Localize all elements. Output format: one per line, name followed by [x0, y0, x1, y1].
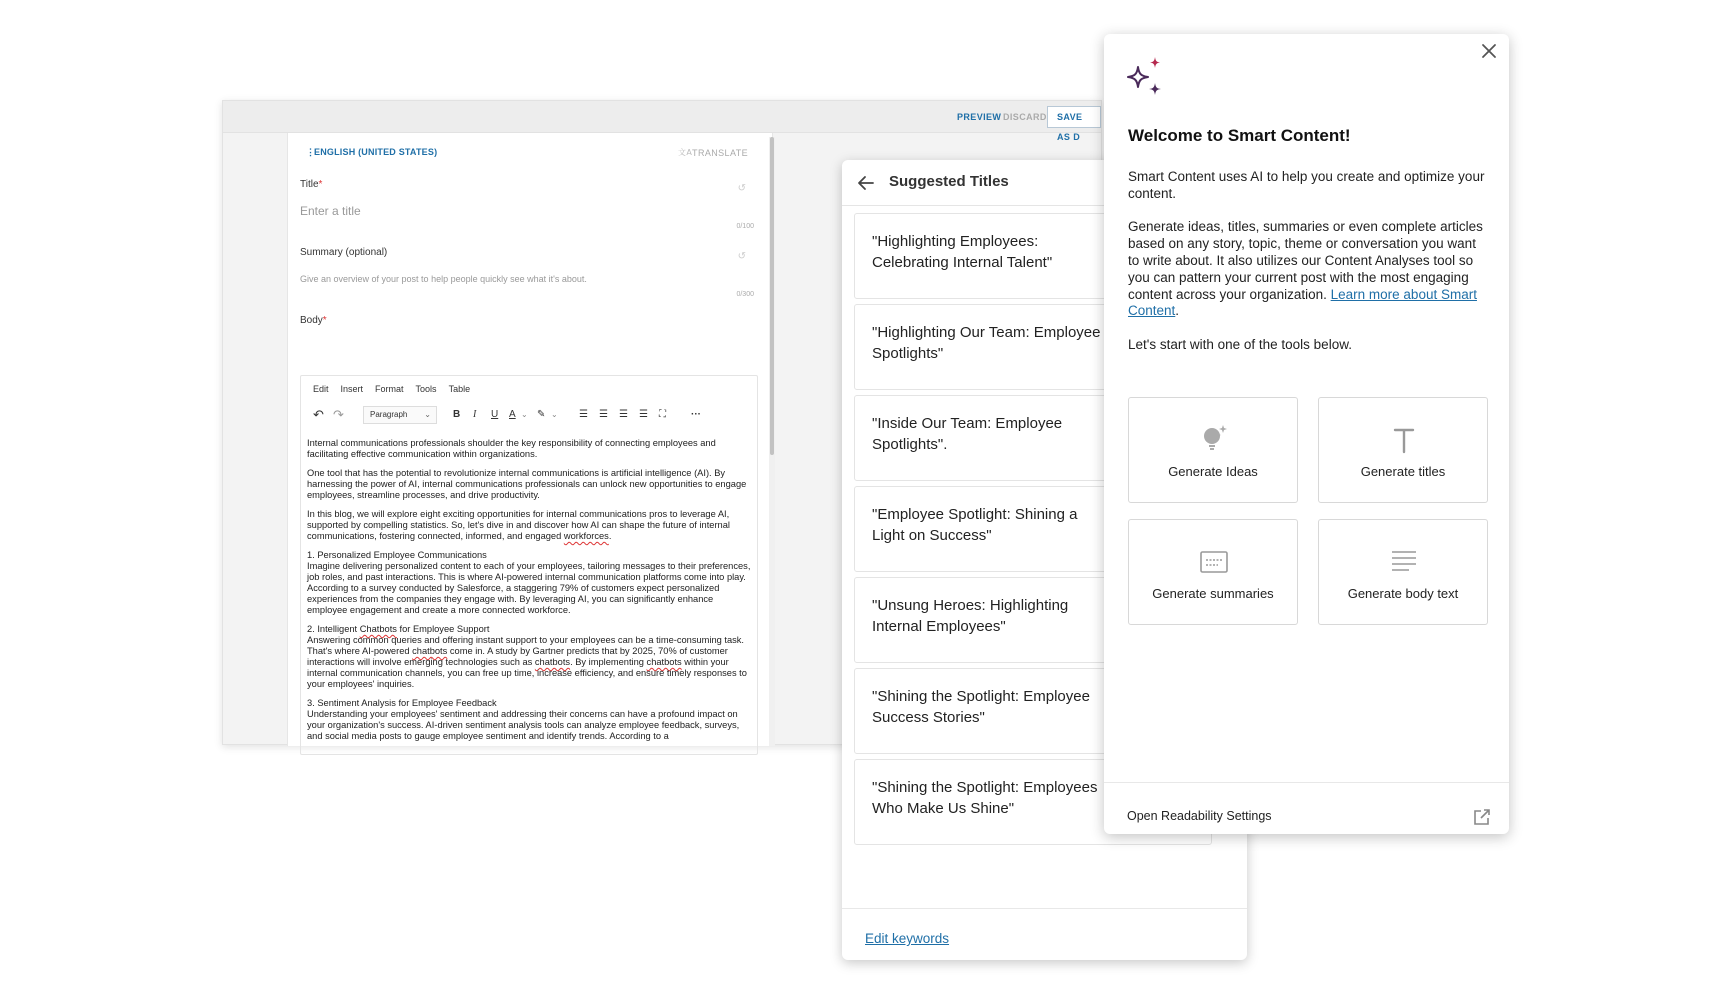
edit-keywords-link[interactable]: Edit keywords	[865, 931, 950, 946]
generate-summaries-button[interactable]	[1128, 519, 1298, 625]
more-icon[interactable]: ···	[691, 409, 701, 420]
title-suggestion-text: "Shining the Spotlight: Employee Success Stories"	[872, 688, 1090, 726]
section-heading: for Employee Support	[396, 624, 490, 634]
title-label-text: Title	[300, 179, 319, 190]
align-left-icon[interactable]: ☰	[579, 409, 588, 420]
spellcheck-word[interactable]: chatbots	[534, 657, 571, 667]
required-mark: *	[322, 315, 327, 326]
body-label	[300, 315, 327, 326]
editor-scrollbar-thumb[interactable]	[770, 137, 774, 455]
menu-edit[interactable]: Edit	[313, 384, 329, 394]
editor-top-bar	[223, 101, 1101, 142]
section-text: . By implementing	[570, 657, 647, 667]
align-right-icon[interactable]: ☰	[619, 409, 628, 420]
title-suggestion-text: "Shining the Spotlight: Employees Who Make Us Shine"	[872, 779, 1098, 817]
body-paragraph: One tool that has the potential to revolutionize internal communications is artificial intelligence (AI). By harnessing the power of AI, internal communications professionals can unlock new opportunities to engage employees, streamline processes, and drive productivity.	[307, 468, 747, 500]
generate-body-text-button[interactable]	[1318, 519, 1488, 625]
spellcheck-word[interactable]: workforces	[563, 531, 609, 541]
title-suggestion-text: "Inside Our Team: Employee Spotlights".	[872, 415, 1063, 453]
tool-label: Generate body text	[1347, 586, 1459, 601]
body-section	[307, 698, 753, 742]
readability-settings-row[interactable]	[1104, 782, 1509, 834]
external-link-icon[interactable]	[1472, 807, 1492, 827]
title-counter: 0/100	[736, 223, 754, 230]
text-color-icon[interactable]: A	[509, 409, 516, 420]
translate-icon	[678, 147, 693, 157]
section-heading: 1. Personalized Employee Communications	[307, 550, 487, 560]
translate-label: TRANSLATE	[692, 148, 748, 158]
smart-content-description	[1128, 169, 1488, 371]
generate-ideas-button[interactable]	[1128, 397, 1298, 503]
text-color-dropdown-icon[interactable]: ⌄	[521, 410, 528, 419]
summary-reset-icon[interactable]: ↺	[737, 251, 746, 262]
smart-content-title: Welcome to Smart Content!	[1128, 126, 1351, 145]
body-content[interactable]	[307, 438, 753, 750]
undo-icon[interactable]: ↶	[313, 407, 324, 422]
rich-text-editor	[300, 375, 758, 755]
summary-counter: 0/300	[736, 291, 754, 298]
section-heading: 2. Intelligent	[307, 624, 360, 634]
body-text-icon	[1389, 544, 1419, 578]
title-suggestion-text: "Highlighting Our Team: Employee Spotlights"	[872, 324, 1101, 362]
tool-label: Generate titles	[1360, 464, 1446, 479]
svg-text:文A: 文A	[678, 148, 693, 157]
cta-text: Let's start with one of the tools below.	[1128, 336, 1352, 352]
menu-format[interactable]: Format	[375, 384, 404, 394]
menu-insert[interactable]: Insert	[340, 384, 364, 394]
smart-content-panel	[1104, 34, 1509, 834]
required-mark: *	[318, 179, 323, 190]
body-text-span: .	[608, 531, 612, 541]
spellcheck-word[interactable]: chatbots	[646, 657, 682, 667]
redo-icon[interactable]: ↷	[333, 407, 344, 422]
readability-settings-label: Open Readability Settings	[1127, 809, 1272, 823]
underline-icon[interactable]: U	[491, 409, 499, 420]
body-section	[307, 550, 753, 616]
highlight-icon[interactable]: ✎	[537, 409, 546, 420]
justify-icon[interactable]: ☰	[639, 409, 648, 420]
body-paragraph	[307, 509, 753, 542]
bold-icon[interactable]: B	[453, 409, 461, 420]
learn-more-suffix: .	[1175, 303, 1180, 319]
save-as-draft-button[interactable]: SAVE AS D	[1047, 106, 1101, 128]
summary-icon	[1199, 544, 1229, 578]
generate-titles-button[interactable]	[1318, 397, 1488, 503]
section-text: Answering common queries and offering instant support to your employees can be a time-consuming task. That's where AI-powered	[307, 635, 745, 656]
intro-text: Smart Content uses AI to help you create and optimize your content.	[1128, 169, 1485, 201]
title-label	[300, 179, 322, 190]
translate-button[interactable]	[678, 147, 748, 158]
paragraph-style-select[interactable]	[363, 406, 437, 424]
section-heading: 3. Sentiment Analysis for Employee Feedback	[307, 698, 497, 708]
body-text-span: In this blog, we will explore eight exciting opportunities for internal communications pros to leverage AI, supported by compelling statistics. So, let's dive in and discover how AI can shape the future of internal communications, fostering connected, informed, and engaged	[307, 509, 730, 541]
section-text: within your internal communication channels, you can free up time, increase efficiency, and ensure timely responses to your employees' inquiries.	[307, 657, 747, 689]
italic-icon[interactable]: I	[473, 409, 477, 420]
description-text: Generate ideas, titles, summaries or even complete articles based on any story, topic, theme or conversation you want to write about. It also utilizes our Content Analyses tool so you can pattern your current post with the most engaging content across your organization.	[1128, 219, 1483, 302]
summary-label: Summary (optional)	[300, 247, 388, 258]
title-suggestion-text: "Unsung Heroes: Highlighting Internal Employees"	[872, 597, 1069, 635]
menu-table[interactable]: Table	[448, 384, 471, 394]
post-document	[287, 133, 773, 746]
highlight-dropdown-icon[interactable]: ⌄	[551, 410, 558, 419]
title-input[interactable]: Enter a title	[300, 204, 361, 218]
kebab-menu-icon: ⋮	[306, 147, 316, 157]
spellcheck-word[interactable]: chatbots	[412, 646, 448, 656]
suggested-titles-heading: Suggested Titles	[889, 173, 1009, 190]
discard-button[interactable]: DISCARD	[1003, 112, 1047, 122]
body-section	[307, 624, 753, 690]
language-selector[interactable]	[306, 147, 437, 158]
description-paragraph	[1128, 219, 1488, 320]
align-center-icon[interactable]: ☰	[599, 409, 608, 420]
section-text: Imagine delivering personalized content to each of your employees, tailoring messages to their preferences, job roles, and past interactions. This is where AI-powered internal communication platforms come into play. According to a survey conducted by Salesforce, a staggering 79% of customers expect personalized experiences from the companies they engage with. By leveraging AI, you can significantly enhance employee engagement and create a more connected workforce.	[307, 561, 751, 615]
editor-menubar	[313, 384, 482, 394]
lightbulb-icon	[1199, 422, 1229, 456]
summary-input[interactable]: Give an overview of your post to help people quickly see what it's about.	[300, 274, 587, 284]
menu-tools[interactable]: Tools	[415, 384, 437, 394]
suggested-titles-footer	[842, 908, 1247, 960]
body-label-text: Body	[300, 315, 323, 326]
title-suggestion-text: "Employee Spotlight: Shining a Light on Success"	[872, 506, 1078, 544]
tool-label: Generate Ideas	[1168, 464, 1258, 479]
close-icon[interactable]	[1478, 40, 1500, 62]
section-text: come in. A study by Gartner predicts that by 2025, 70% of customer interactions will involve emerging technologies such as	[307, 646, 728, 667]
tool-label: Generate summaries	[1152, 586, 1274, 601]
chevron-down-icon: ⌄	[424, 410, 431, 419]
back-arrow-icon[interactable]	[854, 172, 876, 194]
fullscreen-icon[interactable]: ⛶	[659, 409, 666, 420]
preview-button[interactable]: PREVIEW	[957, 112, 1002, 122]
language-label: ENGLISH (UNITED STATES)	[314, 147, 438, 157]
title-reset-icon[interactable]: ↺	[737, 183, 746, 194]
section-text: Understanding your employees' sentiment and addressing their concerns can have a profound impact on your organization's success. AI-driven sentiment analysis tools can analyze employee feedback, surveys, and social media posts to gauge employee sentiment and identify trends. According to a	[307, 709, 740, 741]
paragraph-style-value: Paragraph	[370, 410, 408, 419]
sparkle-icon	[1125, 55, 1169, 101]
spellcheck-word[interactable]: Chatbots	[359, 624, 397, 634]
body-paragraph: Internal communications professionals shoulder the key responsibility of connecting employees and facilitating effective communication within organizations.	[307, 438, 716, 459]
title-suggestion-text: "Highlighting Employees: Celebrating Internal Talent"	[872, 233, 1053, 271]
text-icon	[1389, 422, 1419, 456]
learn-more-link[interactable]: Learn more about Smart Content	[1128, 286, 1477, 319]
